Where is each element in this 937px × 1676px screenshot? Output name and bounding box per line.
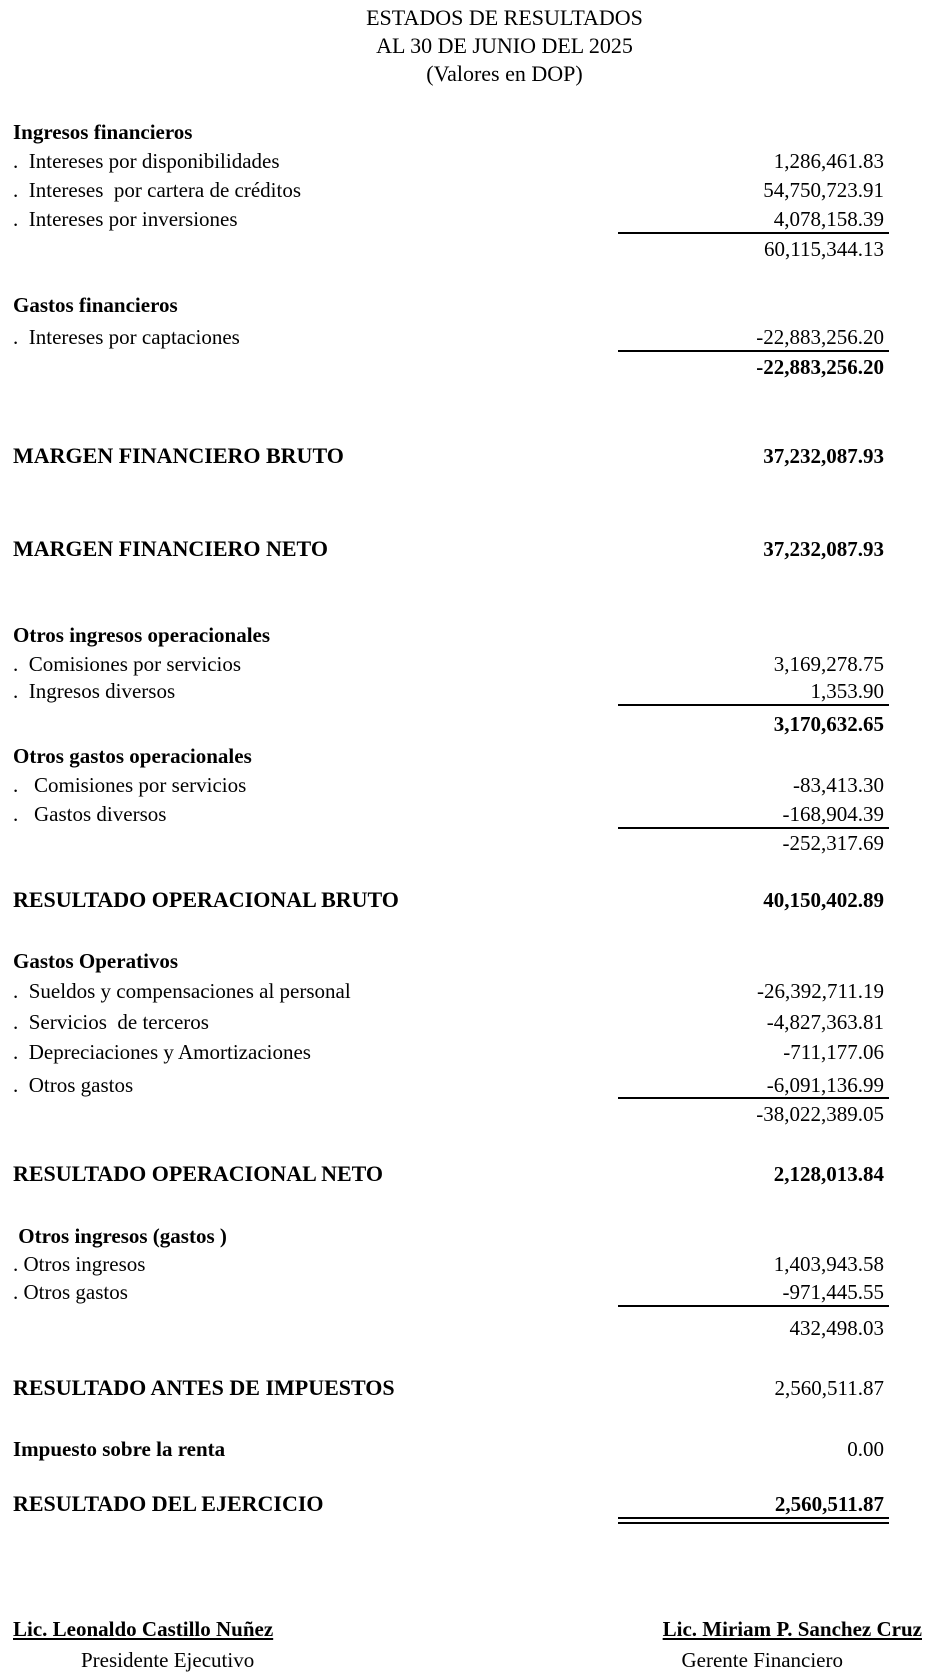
line-item-value: -4,827,363.81 (766, 1010, 884, 1034)
margen-neto-value: 37,232,087.93 (763, 537, 884, 561)
otros-ingresos-operacionales-heading: Otros ingresos operacionales (13, 623, 271, 647)
impuesto-renta-value: 0.00 (847, 1437, 884, 1461)
line-item-label: . Gastos diversos (13, 802, 167, 826)
resultado-operacional-neto-label: RESULTADO OPERACIONAL NETO (13, 1161, 384, 1186)
resultado-operacional-neto-value: 2,128,013.84 (773, 1162, 884, 1186)
line-item-label: . Otros gastos (13, 1280, 128, 1304)
line-item-label: . Otros ingresos (13, 1252, 146, 1276)
line-item-value: -711,177.06 (783, 1040, 884, 1064)
line-item-value: 1,353.90 (810, 679, 884, 703)
line-item-value: -168,904.39 (782, 802, 884, 826)
line-item-value: -6,091,136.99 (766, 1073, 884, 1097)
gastos-operativos-heading: Gastos Operativos (13, 949, 179, 973)
gastos-financieros-heading: Gastos financieros (13, 293, 178, 317)
line-item-value: -971,445.55 (782, 1280, 884, 1304)
line-item-label: . Intereses por captaciones (13, 325, 240, 349)
signature-title-president: Presidente Ejecutivo (81, 1648, 255, 1672)
line-item-label: . Comisiones por servicios (13, 773, 247, 797)
line-item-label: . Intereses por disponibilidades (13, 149, 280, 173)
line-item-value: -83,413.30 (793, 773, 884, 797)
gastos-financieros-total: -22,883,256.20 (756, 355, 884, 379)
line-item-label: . Sueldos y compensaciones al personal (13, 979, 351, 1003)
margen-bruto-label: MARGEN FINANCIERO BRUTO (13, 443, 344, 468)
signature-title-finance: Gerente Financiero (681, 1648, 843, 1672)
line-item-value: -26,392,711.19 (757, 979, 884, 1003)
margen-neto-label: MARGEN FINANCIERO NETO (13, 536, 328, 561)
line-item-label: . Otros gastos (13, 1073, 134, 1097)
line-item-label: . Comisiones por servicios (13, 652, 242, 676)
resultado-operacional-bruto-label: RESULTADO OPERACIONAL BRUTO (13, 887, 399, 912)
line-item-value: 3,169,278.75 (773, 652, 884, 676)
subtotal-rule (618, 827, 889, 829)
line-item-label: . Intereses por cartera de créditos (13, 178, 302, 202)
subtotal-rule (618, 704, 889, 706)
subtotal-rule (618, 1305, 889, 1307)
line-item-value: 4,078,158.39 (773, 207, 884, 231)
line-item-value: 54,750,723.91 (763, 178, 884, 202)
resultado-ejercicio-label: RESULTADO DEL EJERCICIO (13, 1491, 324, 1516)
otros-ingresos-operacionales-total: 3,170,632.65 (773, 712, 884, 736)
line-item-label: . Ingresos diversos (13, 679, 176, 703)
otros-gastos-operacionales-heading: Otros gastos operacionales (13, 744, 252, 768)
line-item-label: . Intereses por inversiones (13, 207, 238, 231)
signature-name-president: Lic. Leonaldo Castillo Nuñez (13, 1617, 274, 1641)
otros-ingresos-gastos-heading: Otros ingresos (gastos ) (13, 1224, 227, 1248)
impuesto-renta-label: Impuesto sobre la renta (13, 1437, 226, 1461)
resultado-antes-impuestos-value: 2,560,511.87 (774, 1376, 884, 1400)
statement-title: ESTADOS DE RESULTADOS (366, 5, 643, 30)
double-rule-top (618, 1517, 889, 1519)
margen-bruto-value: 37,232,087.93 (763, 444, 884, 468)
ingresos-financieros-heading: Ingresos financieros (13, 120, 193, 144)
resultado-operacional-bruto-value: 40,150,402.89 (763, 888, 884, 912)
line-item-value: -22,883,256.20 (756, 325, 884, 349)
double-rule-bottom (618, 1522, 889, 1524)
subtotal-rule (618, 232, 889, 234)
line-item-value: 1,403,943.58 (773, 1252, 884, 1276)
statement-date: AL 30 DE JUNIO DEL 2025 (376, 33, 633, 58)
gastos-operativos-total: -38,022,389.05 (756, 1102, 884, 1126)
subtotal-rule (618, 350, 889, 352)
resultado-antes-impuestos-label: RESULTADO ANTES DE IMPUESTOS (13, 1375, 395, 1400)
resultado-ejercicio-value: 2,560,511.87 (774, 1492, 884, 1516)
signature-name-finance: Lic. Miriam P. Sanchez Cruz (662, 1617, 922, 1641)
line-item-label: . Servicios de terceros (13, 1010, 209, 1034)
subtotal-rule (618, 1097, 889, 1099)
ingresos-financieros-total: 60,115,344.13 (764, 237, 884, 261)
statement-currency: (Valores en DOP) (426, 61, 583, 86)
line-item-label: . Depreciaciones y Amortizaciones (13, 1040, 311, 1064)
otros-gastos-operacionales-total: -252,317.69 (782, 831, 884, 855)
line-item-value: 1,286,461.83 (773, 149, 884, 173)
otros-ingresos-gastos-total: 432,498.03 (789, 1316, 884, 1340)
